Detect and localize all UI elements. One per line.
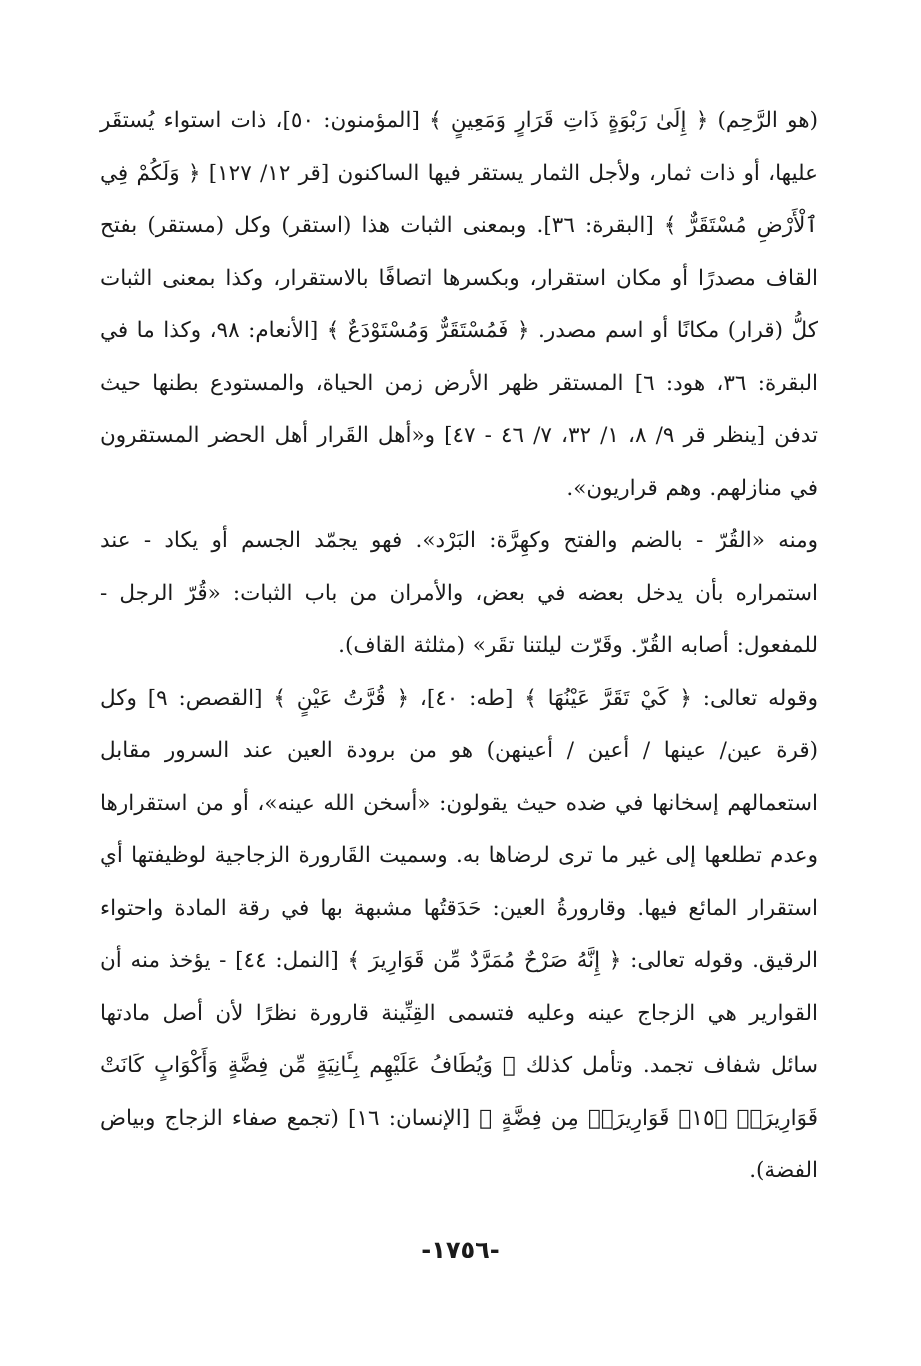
paragraph-2: ومنه «القُرّ - بالضم والفتح وكهِرَّة: البَرْد». فهو يجمّد الجسم أو يكاد - عند استمراره بأن يدخل بعضه في بعض، والأمران من باب الثبات: «قُرّ الرجل - للمفعول: أصابه القُرّ. وقَرّت ليلتنا تقَر» (مثلثة القاف). (100, 528, 818, 658)
page-number: -١٧٥٦- (421, 1236, 500, 1264)
page-body (100, 95, 818, 1198)
paragraph-3: وقوله تعالى: ﴿ كَيْ تَقَرَّ عَيْنُهَا ﴾ [طه: ٤٠]، ﴿ قُرَّتُ عَيْنٍ ﴾ [القصص: ٩] وكل (قرة عين/ عينها / أعين / أعينهن) هو من برودة العين عند السرور مقابل استعمالهم إسخانها في ضده حيث يقولون: «أسخن الله عينه»، أو من استقرارها وعدم تطلعها إلى غير ما ترى لرضاها به. وسميت القَارورة الزجاجية لوظيفتها أي استقرار المائع فيها. وقارورةُ العين: حَدَقتُها مشبهة بها في رقة المادة واحتواء الرقيق. وقوله تعالى: ﴿ إِنَّهُ صَرْحٌ مُمَرَّدٌ مِّن قَوَارِيرَ ﴾ [النمل: ٤٤] - يؤخذ منه أن القوارير هي الزجاج عينه وعليه فتسمى القِنِّينة قارورة نظرًا لأن أصل مادتها سائل شفاف تجمد. وتأمل كذلك ﴿ وَيُطَافُ عَلَيْهِم بِـَٔانِيَةٍ مِّن فِضَّةٍ وَأَكْوَابٍ كَانَتْ قَوَارِيرَا۠ ﴿١٥﴾ قَوَارِيرَا۠ مِن فِضَّةٍ ﴾ [الإنسان: ١٦] (تجمع صفاء الزجاج وبياض الفضة). (100, 685, 819, 1183)
paragraph-1: (هو الرَّحِم) ﴿ إِلَىٰ رَبْوَةٍ ذَاتِ قَرَارٍ وَمَعِينٍ ﴾ [المؤمنون: ٥٠]، ذات استواء يُستقَر عليها، أو ذات ثمار، ولأجل الثمار يستقر فيها الساكنون [قر ١٢/ ١٢٧] ﴿ وَلَكُمْ فِي ٱلْأَرْضِ مُسْتَقَرٌّ ﴾ [البقرة: ٣٦]. وبمعنى الثبات هذا (استقر) وكل (مستقر) بفتح القاف مصدرًا أو مكان استقرار، وبكسرها اتصافًا بالاستقرار، وكذا بمعنى الثبات كلُّ (قرار) مكانًا أو اسم مصدر. ﴿ فَمُسْتَقَرٌّ وَمُسْتَوْدَعٌ ﴾ [الأنعام: ٩٨، وكذا ما في البقرة: ٣٦، هود: ٦] المستقر ظهر الأرض زمن الحياة، والمستودع بطنها حيث تدفن [ينظر قر ٩/ ٨، ١/ ٣٢، ٧/ ٤٦ - ٤٧] و«أهل القَرار أهل الحضر المستقرون في منازلهم. وهم قراريون». (100, 108, 819, 501)
